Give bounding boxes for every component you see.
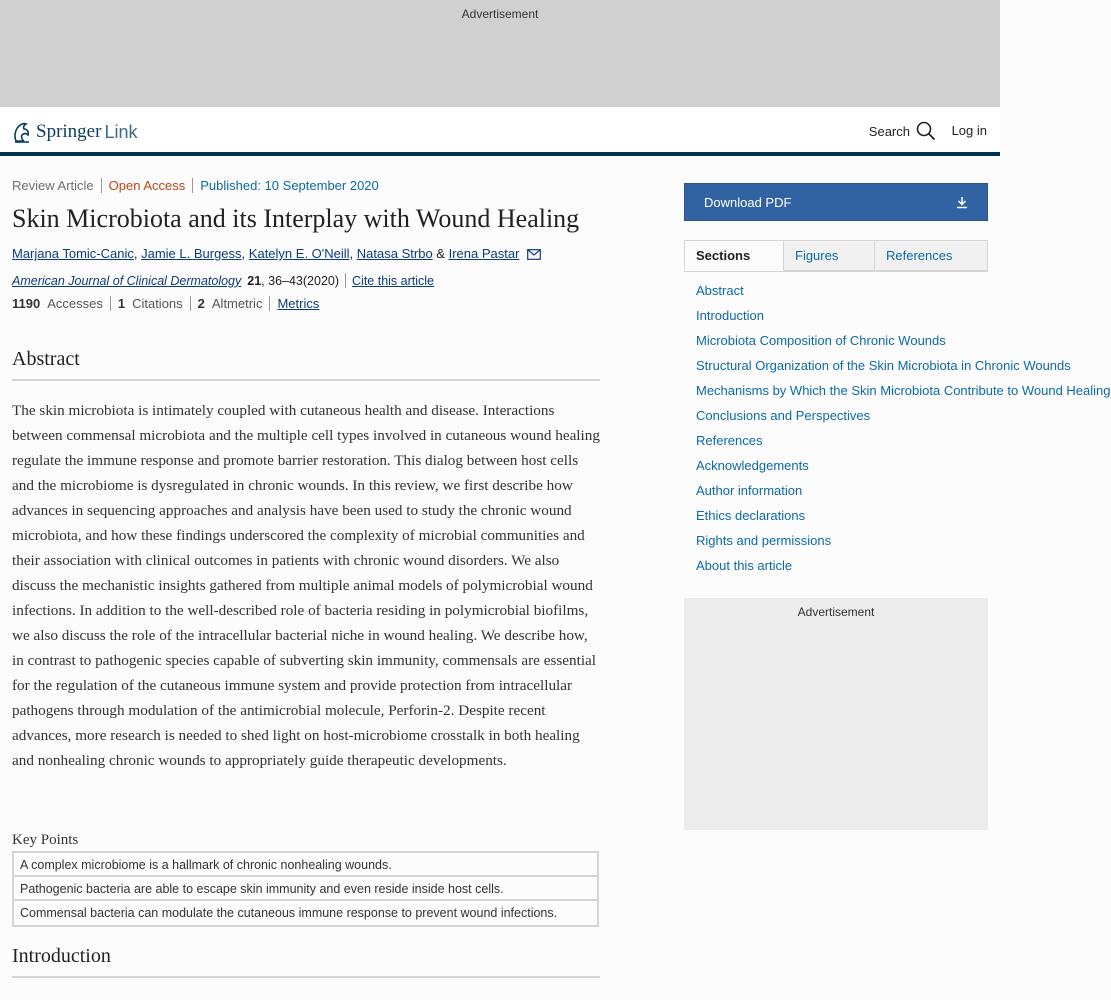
author-separator: ,	[349, 246, 354, 261]
search-icon	[916, 121, 936, 141]
logo-text: Springer	[36, 121, 102, 142]
download-pdf-button[interactable]	[684, 183, 988, 221]
citation-line	[12, 273, 600, 288]
article-header	[12, 176, 600, 311]
tab-references[interactable]: References	[875, 240, 988, 271]
journal-link[interactable]: American Journal of Clinical Dermatology	[12, 273, 242, 288]
springer-link-logo[interactable]	[12, 119, 137, 145]
abstract-heading: Abstract	[12, 348, 600, 381]
advertisement-label: Advertisement	[461, 7, 539, 21]
author-link[interactable]: Irena Pastar	[448, 246, 520, 261]
sidebar-tabs	[684, 240, 988, 272]
toc-item-author-information[interactable]: Author information	[696, 483, 803, 498]
toc-item-references[interactable]: References	[696, 433, 763, 448]
key-point-item: Pathogenic bacteria are able to escape skin immunity and even reside inside host cells.	[14, 877, 597, 901]
toc-item-structural-organization[interactable]: Structural Organization of the Skin Microbiota in Chronic Wounds	[696, 358, 1071, 373]
toc-item-mechanisms[interactable]: Mechanisms by Which the Skin Microbiota Contribute to Wound Healing	[696, 383, 1111, 398]
open-access-badge: Open Access	[108, 177, 186, 193]
toc-item-rights[interactable]: Rights and permissions	[696, 533, 832, 548]
author-list	[12, 246, 600, 261]
advertisement-label: Advertisement	[797, 605, 875, 619]
key-point-item: A complex microbiome is a hallmark of chronic nonhealing wounds.	[14, 853, 597, 877]
author-ampersand: &	[436, 246, 445, 261]
cite-this-article-link[interactable]: Cite this article	[352, 273, 434, 288]
key-points-table	[12, 851, 599, 927]
key-points-heading: Key Points	[12, 832, 79, 848]
author-separator: ,	[241, 246, 246, 261]
divider	[101, 178, 102, 193]
springer-horse-icon	[12, 120, 32, 144]
journal-volume: 21	[247, 273, 262, 288]
tab-figures[interactable]: Figures	[784, 240, 875, 271]
download-icon	[956, 196, 968, 209]
author-separator: ,	[133, 246, 138, 261]
toc-item-acknowledgements[interactable]: Acknowledgements	[696, 458, 809, 473]
citations-label: Citations	[132, 296, 183, 311]
tab-sections[interactable]: Sections	[684, 240, 784, 271]
citations-count: 1	[117, 296, 126, 311]
toc-item-conclusions[interactable]: Conclusions and Perspectives	[696, 408, 871, 423]
sidebar	[684, 183, 1111, 582]
divider	[192, 178, 193, 193]
divider	[269, 296, 270, 311]
toc-item-about[interactable]: About this article	[696, 558, 793, 573]
author-link[interactable]: Katelyn E. O'Neill	[248, 246, 350, 261]
divider	[190, 296, 191, 311]
divider	[345, 273, 346, 288]
article-type: Review Article	[12, 177, 94, 193]
sidebar-advertisement[interactable]	[684, 598, 988, 830]
published-date: Published: 10 September 2020	[200, 177, 379, 193]
top-advertisement[interactable]	[0, 0, 1000, 107]
article-title: Skin Microbiota and its Interplay with Wound Healing	[12, 204, 580, 233]
site-header	[0, 107, 1000, 156]
article-meta	[12, 176, 600, 194]
login-link[interactable]: Log in	[951, 123, 987, 138]
altmetric-label: Altmetric	[211, 296, 263, 311]
toc-item-ethics[interactable]: Ethics declarations	[696, 508, 806, 523]
article-metrics	[12, 296, 600, 311]
journal-pages-year: , 36–43(2020)	[261, 273, 340, 288]
metrics-link[interactable]: Metrics	[277, 296, 320, 311]
toc-item-abstract[interactable]: Abstract	[696, 283, 744, 298]
author-link[interactable]: Jamie L. Burgess	[141, 246, 242, 261]
author-link[interactable]: Marjana Tomic-Canic	[12, 246, 134, 261]
introduction-heading: Introduction	[12, 945, 600, 978]
logo-text-link: Link	[104, 121, 138, 142]
search-button[interactable]	[869, 121, 936, 141]
key-point-item: Commensal bacteria can modulate the cutaneous immune response to prevent wound infections.	[20, 906, 558, 920]
accesses-label: Accesses	[47, 296, 103, 311]
toc-item-introduction[interactable]: Introduction	[696, 308, 764, 323]
accesses-count: 1190	[12, 296, 41, 311]
author-link[interactable]: Natasa Strbo	[356, 246, 433, 261]
divider	[110, 296, 111, 311]
altmetric-count: 2	[197, 296, 205, 311]
sections-toc	[684, 282, 1111, 582]
download-pdf-label: Download PDF	[704, 194, 792, 210]
email-icon[interactable]	[527, 249, 541, 260]
search-label: Search	[868, 123, 910, 139]
abstract-text: The skin microbiota is intimately coupled with cutaneous health and disease. Interactions between commensal microbiota and the multiple cell types involved in cutaneous wound healing regulate the immune response and promote barrier restoration. This dialog between host cells and the microbiome is dysregulated in chronic wounds. In this review, we first describe how advances in sequencing approaches and analysis have been used to study the chronic wound microbiota, and how these findings underscored the complexity of microbial communities and their association with clinical outcomes in patients with chronic wound disorders. We also discuss the mechanistic insights gathered from multiple animal models of polymicrobial wound infections. In addition to the well-described role of bacteria residing in polymicrobial biofilms, we also discuss the role of the intracellular bacterial niche in wound healing. We describe how, in contrast to pathogenic species capable of subverting skin immunity, commensals are essential for the regulation of the cutaneous immune system and provide protection from intracellular pathogens through modulation of the antimicrobial molecule, Perforin-2. Despite recent advances, more research is needed to shed light on host-microbiome crosstalk in both healing and nonhealing chronic wounds to appropriately guide therapeutic developments.	[12, 402, 600, 769]
toc-item-microbiota-composition[interactable]: Microbiota Composition of Chronic Wounds	[696, 333, 946, 348]
